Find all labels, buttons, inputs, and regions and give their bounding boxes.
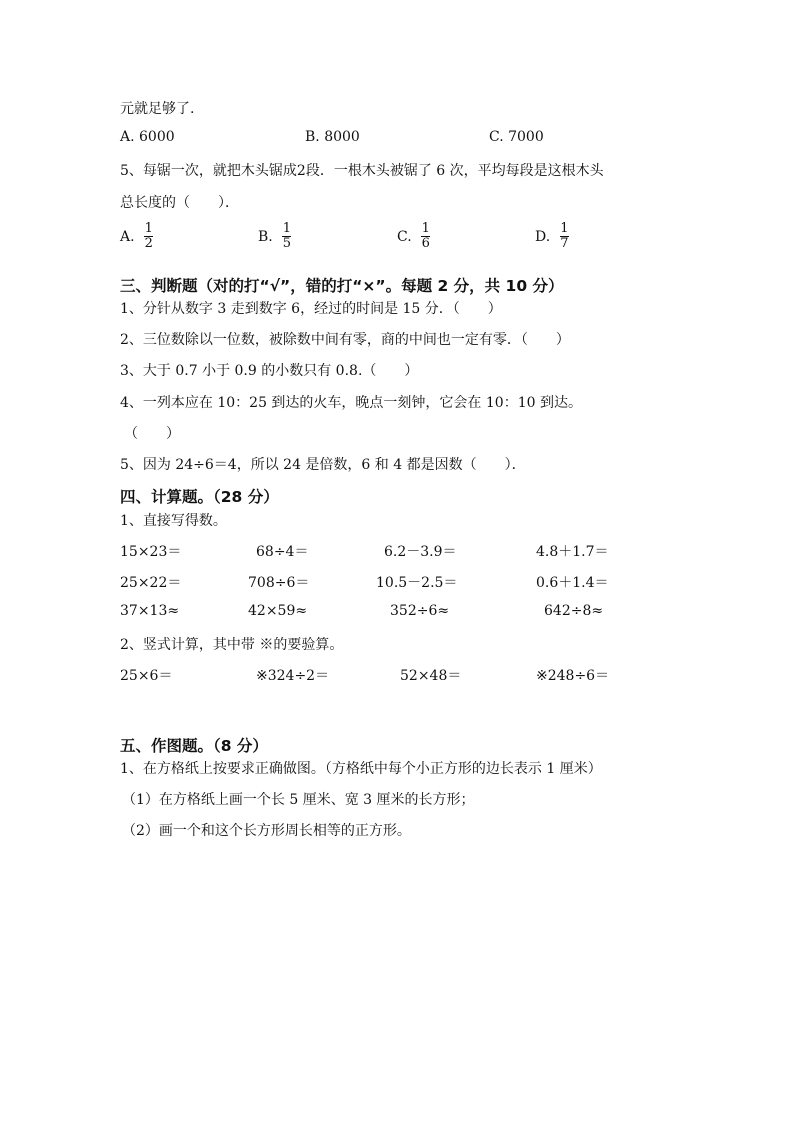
numerator: 1	[421, 221, 430, 236]
calc-cell: 10.5－2.5＝	[376, 575, 458, 591]
option-label: D.	[535, 228, 551, 245]
numerator: 1	[282, 221, 292, 236]
calc-cell: 642÷8≈	[544, 603, 604, 619]
q5-text-line2: 总长度的（ ）．	[120, 195, 239, 211]
calc-cell: 4.8＋1.7＝	[536, 544, 609, 560]
option-label: A.	[120, 228, 135, 245]
calc-cell: 25×22＝	[120, 575, 182, 591]
calc-sub1-title: 1、直接写得数。	[120, 513, 227, 529]
vertical-calc-cell: ※248÷6＝	[536, 668, 610, 684]
judge-item-3: 3、大于 0.7 小于 0.9 的小数只有 0.8.（ ）	[120, 363, 419, 379]
draw-item-1-sub1: （1）在方格纸上画一个长 5 厘米、宽 3 厘米的长方形；	[122, 792, 475, 808]
vertical-calc-cell: ※324÷2＝	[256, 668, 330, 684]
section4-heading: 四、计算题。（28 分）	[120, 488, 279, 506]
calc-cell: 6.2－3.9＝	[384, 544, 457, 560]
q5-option-c	[397, 222, 432, 251]
denominator: 5	[282, 236, 292, 251]
judge-item-2: 2、三位数除以一位数，被除数中间有零，商的中间也一定有零．（ ）	[120, 332, 570, 348]
calc-cell: 15×23＝	[120, 544, 182, 560]
option-label: B.	[258, 228, 273, 245]
denominator: 2	[144, 236, 153, 251]
q4-option-a: A. 6000	[120, 129, 175, 145]
q5-option-b	[258, 222, 293, 251]
calc-sub2-title: 2、竖式计算，其中带 ※的要验算。	[120, 637, 344, 653]
q4-option-b: B. 8000	[305, 129, 360, 145]
calc-cell: 352÷6≈	[390, 603, 450, 619]
calc-cell: 708÷6＝	[248, 575, 310, 591]
q5-text-line1: 5、每锯一次，就把木头锯成2段．一根木头被锯了 6 次，平均每段是这根木头	[120, 163, 604, 179]
draw-item-1-sub2: （2）画一个和这个长方形周长相等的正方形。	[122, 823, 411, 839]
fraction	[281, 222, 293, 251]
vertical-calc-cell: 52×48＝	[400, 668, 462, 684]
q4-option-c: C. 7000	[489, 129, 544, 145]
section5-heading: 五、作图题。（8 分）	[120, 737, 268, 755]
fraction	[558, 222, 570, 251]
section3-heading: 三、判断题（对的打“√”，错的打“×”。每题 2 分，共 10 分）	[120, 277, 564, 295]
q5-option-a	[120, 222, 155, 251]
numerator: 1	[560, 221, 569, 236]
denominator: 7	[560, 236, 569, 251]
q4-tail-text: 元就足够了.	[120, 101, 195, 117]
judge-item-4-answer: （ ）	[124, 426, 180, 442]
fraction	[143, 222, 155, 251]
option-label: C.	[397, 228, 412, 245]
calc-cell: 68÷4＝	[256, 544, 309, 560]
denominator: 6	[421, 236, 430, 251]
calc-cell: 42×59≈	[248, 603, 308, 619]
judge-item-5: 5、因为 24÷6＝4，所以 24 是倍数，6 和 4 都是因数（ ）．	[120, 457, 526, 473]
judge-item-4: 4、一列本应在 10：25 到达的火车，晚点一刻钟，它会在 10：10 到达。	[120, 395, 582, 411]
fraction	[420, 222, 432, 251]
numerator: 1	[144, 221, 153, 236]
calc-cell: 37×13≈	[120, 603, 180, 619]
judge-item-1: 1、分针从数字 3 走到数字 6，经过的时间是 15 分．（ ）	[120, 301, 502, 317]
calc-cell: 0.6＋1.4＝	[536, 575, 609, 591]
draw-item-1: 1、在方格纸上按要求正确做图。（方格纸中每个小正方形的边长表示 1 厘米）	[120, 761, 602, 777]
q5-option-d	[535, 222, 570, 251]
vertical-calc-cell: 25×6＝	[120, 668, 173, 684]
